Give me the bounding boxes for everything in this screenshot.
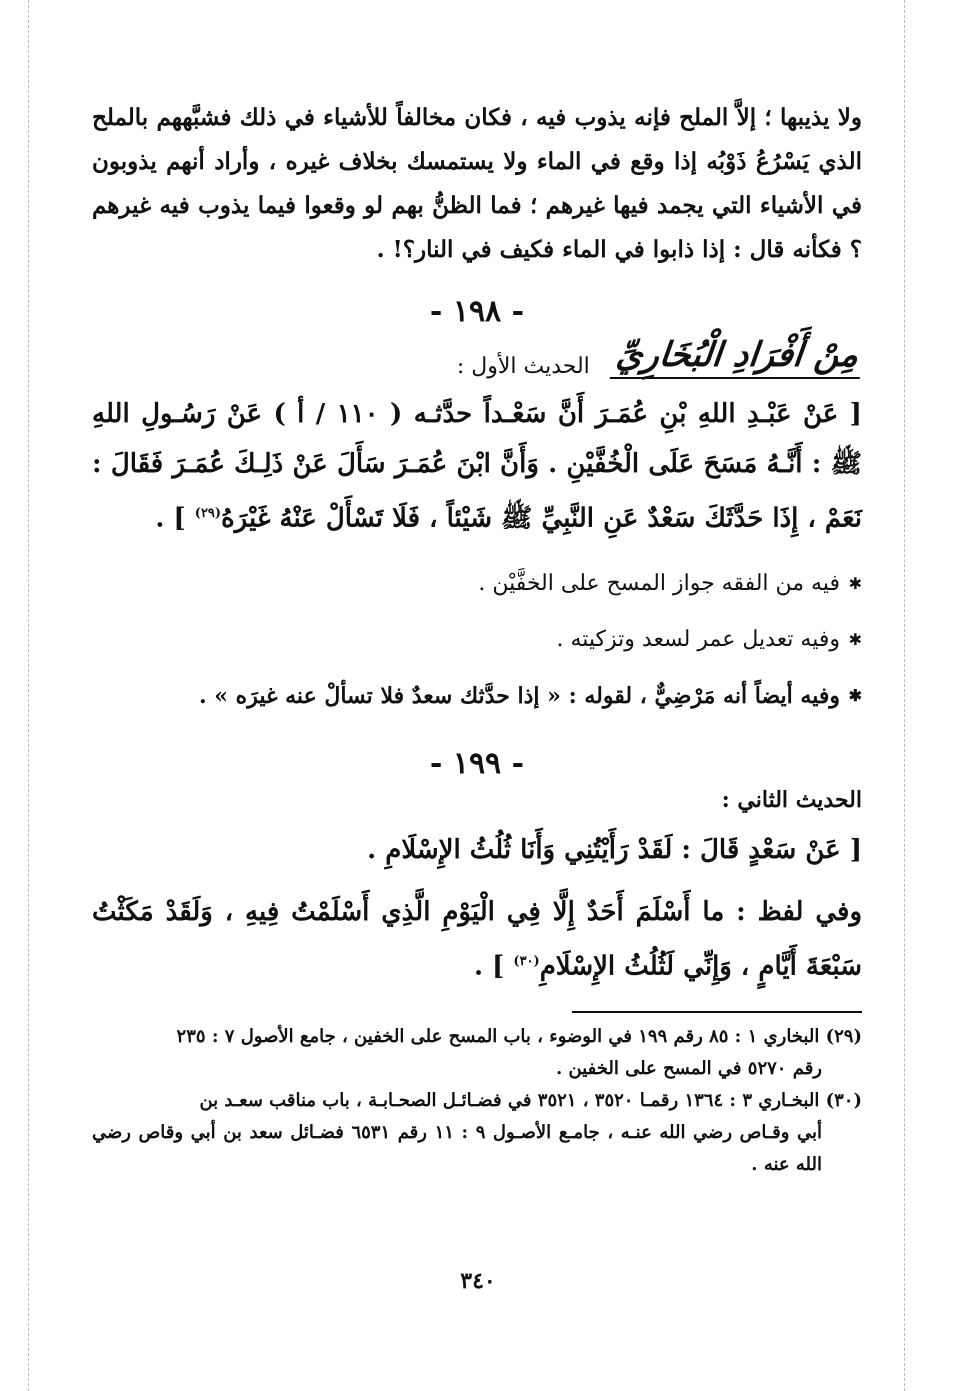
hadith-199-text: [ عَنْ سَعْدٍ قَالَ : لَقَدْ رَأَيْتُنِي وَأَنَا ثُلُثُ الإِسْلَامِ . (367, 834, 862, 865)
hadith-number-199: - ١٩٩ - (429, 745, 525, 781)
hadith-198-close: ] . (155, 503, 195, 534)
page-content (92, 96, 862, 1181)
note-item: ✱ فيه من الفقه جواز المسح على الخفَّيْن . (92, 556, 862, 612)
hadith-198-notes (92, 556, 862, 724)
footnote-ref-30[interactable]: (٣٠) (513, 953, 540, 969)
intro-paragraph: ولا يذيبها ؛ إلاَّ الملح فإنه يذوب فيه ، فكان مخالفاً للأشياء في ذلك فشبَّههم بالملح الذي يَسْرُعُ ذَوْبُه إذا وقع في الماء ولا يستمسك بخلاف غيره ، وأراد أنهم يذوبون في الأشياء التي يجمد فيها غيرهم ؛ فما الظنُّ بهم لو وقعوا فيما يذوب فيه غيرهم ؟ فكأنه قال : إذا ذابوا في الماء فكيف في النار؟! . (92, 104, 862, 263)
footnote-29-first-line: (٢٩) البخاري ١ : ٨٥ رقم ١٩٩ في الوضوء ، باب المسح على الخفين ، جامع الأصول ٧ : ٢٣٥ (176, 1026, 862, 1048)
section-198-header (92, 335, 862, 379)
hadith-199-variant-close: ] . (473, 951, 514, 982)
section-199-label: الحديث الثاني : (721, 786, 862, 813)
hadith-198-body: [ عَنْ عَبْـدِ اللهِ بْنِ عُمَـرَ أَنَّ سَعْـداً حدَّثـه ( ١١٠ / أ ) عَنْ رَسُـولِ اللهِ ﷺ : أَنَّـهُ مَسَحَ عَلَى الْخُفَّيْنِ . وَأَنَّ ابْنَ عُمَـرَ سَأَلَ عَنْ ذَلِـكَ عُمَـرَ فَقَالَ : نَعَمْ ، إِذَا حَدَّثَكَ سَعْدٌ عَنِ النَّبِيِّ ﷺ شَيْئاً ، فَلَا تَسْأَلْ عَنْهُ غَيْرَهُ (92, 399, 862, 534)
afrad-bukhari-logo: مِنْ أَفْرَادِ الْبُخَارِيِّ (609, 335, 864, 379)
hadith-198-text (92, 389, 862, 544)
hadith-199-variant (92, 887, 862, 992)
footnote-separator (572, 1011, 862, 1013)
footnote-ref-29[interactable]: (٢٩) (194, 506, 222, 521)
footnote-30 (92, 1085, 862, 1181)
scan-fold-line-right (904, 0, 905, 1391)
hadith-199-variant-body: وفي لفظ : ما أَسْلَمَ أَحَدٌ إِلَّا فِي الْيَوْمِ الَّذِي أَسْلَمْتُ فِيهِ ، وَلَقَدْ مَكَثْتُ سَبْعَةَ أَيَّامٍ ، وَإِنِّي لَثُلُثُ الإِسْلَامِ (92, 896, 862, 982)
page-number: ٣٤٠ (460, 1268, 496, 1294)
footnote-30-first-line: (٣٠) البخـاري ٣ : ١٣٦٤ رقمـا ٣٥٢٠ ، ٣٥٢١ في فضـائـل الصحـابـة ، باب مناقب سعـد بن (199, 1090, 862, 1112)
footnote-30-continuation: أبي وقـاص رضي الله عنـه ، جامـع الأصـول ٩ : ١١ رقم ٦٥٣١ فضـائل سعد بن أبي وقاص رضي الله عنه . (92, 1122, 822, 1176)
section-198-label: الحديث الأول : (456, 354, 590, 379)
scan-fold-line-left (28, 0, 29, 1391)
footnote-29-continuation: رقم ٥٢٧٠ في المسح على الخفين . (555, 1058, 822, 1080)
hadith-number-198: - ١٩٨ - (429, 294, 525, 329)
note-item: ✱ وفيه تعديل عمر لسعد وتزكيته . (92, 612, 862, 668)
note-item: ✱ وفيه أيضاً أنه مَرْضِيٌّ ، لقوله : « إذا حدَّثك سعدٌ فلا تسألْ عنه غيرَه » . (92, 668, 862, 724)
footnote-29 (92, 1021, 862, 1085)
